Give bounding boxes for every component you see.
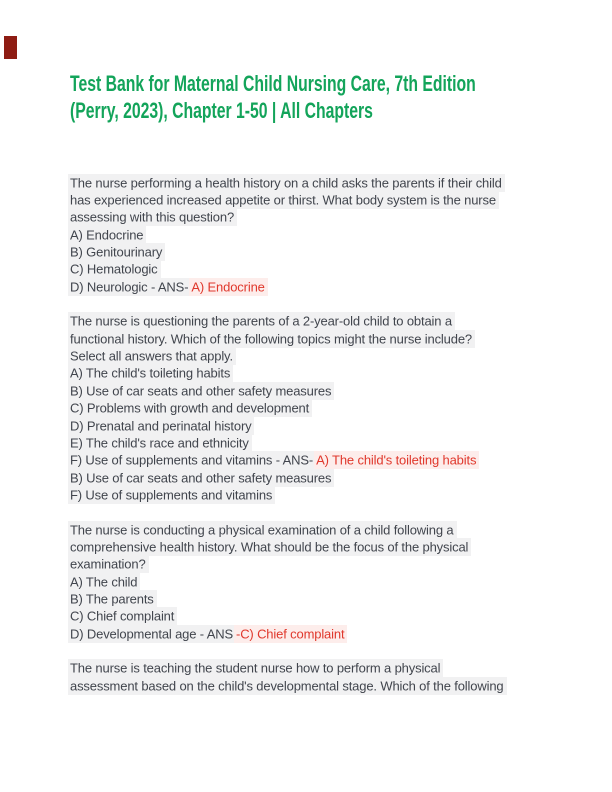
text-line bbox=[70, 226, 552, 243]
answer-text: A) Endocrine bbox=[189, 278, 267, 296]
question-text: A) The child bbox=[68, 573, 140, 591]
question-text: D) Prenatal and perinatal history bbox=[68, 417, 254, 435]
question-text: C) Problems with growth and development bbox=[68, 399, 312, 417]
question-text: D) Developmental age - ANS bbox=[68, 625, 236, 643]
question-text: D) Neurologic - ANS- bbox=[68, 278, 191, 296]
text-line bbox=[70, 348, 552, 365]
text-line bbox=[70, 330, 552, 347]
question-text: A) Endocrine bbox=[68, 226, 146, 244]
text-line bbox=[70, 452, 552, 469]
text-line bbox=[70, 261, 552, 278]
text-line bbox=[70, 660, 552, 677]
document-title-line1: Test Bank for Maternal Child Nursing Care, 7th Edition bbox=[70, 71, 476, 96]
text-line bbox=[70, 538, 552, 555]
document-title-line2: (Perry, 2023), Chapter 1-50 | All Chapters bbox=[70, 97, 373, 123]
answer-text: A) The child's toileting habits bbox=[314, 451, 479, 469]
question-text: B) Use of car seats and other safety measures bbox=[68, 382, 334, 400]
question-text: has experienced increased appetite or thirst. What body system is the nurse bbox=[68, 191, 499, 209]
text-line bbox=[70, 365, 552, 382]
text-line bbox=[70, 608, 552, 625]
question-text: The nurse is questioning the parents of a 2-year-old child to obtain a bbox=[68, 312, 455, 330]
question-text: The nurse performing a health history on a child asks the parents if their child bbox=[68, 174, 505, 192]
text-line bbox=[70, 278, 552, 295]
question-text: The nurse is conducting a physical examination of a child following a bbox=[68, 521, 457, 539]
question-text: Select all answers that apply. bbox=[68, 347, 236, 365]
question-block bbox=[70, 174, 552, 296]
page-corner-red-mark bbox=[4, 36, 17, 59]
question-block bbox=[70, 521, 552, 643]
text-line bbox=[70, 174, 552, 191]
text-line bbox=[70, 677, 552, 694]
text-line bbox=[70, 382, 552, 399]
text-line bbox=[70, 434, 552, 451]
question-text: assessment based on the child's developmental stage. Which of the following bbox=[68, 677, 507, 695]
question-text: B) The parents bbox=[68, 590, 157, 608]
answer-text: -C) Chief complaint bbox=[234, 625, 347, 643]
text-line bbox=[70, 400, 552, 417]
question-text: E) The child's race and ethnicity bbox=[68, 434, 252, 452]
question-text: F) Use of supplements and vitamins bbox=[68, 486, 275, 504]
text-line bbox=[70, 487, 552, 504]
question-text: comprehensive health history. What should be the focus of the physical bbox=[68, 538, 471, 556]
text-line bbox=[70, 313, 552, 330]
text-line bbox=[70, 573, 552, 590]
text-line bbox=[70, 625, 552, 642]
question-text: examination? bbox=[68, 555, 149, 573]
question-block bbox=[70, 313, 552, 504]
question-block bbox=[70, 660, 552, 695]
question-text: C) Chief complaint bbox=[68, 607, 177, 625]
question-text: The nurse is teaching the student nurse how to perform a physical bbox=[68, 659, 443, 677]
question-blocks bbox=[70, 174, 552, 712]
text-line bbox=[70, 191, 552, 208]
document-title bbox=[70, 71, 476, 124]
question-text: functional history. Which of the following topics might the nurse include? bbox=[68, 330, 475, 348]
question-text: F) Use of supplements and vitamins - ANS- bbox=[68, 451, 316, 469]
text-line bbox=[70, 209, 552, 226]
question-text: assessing with this question? bbox=[68, 208, 237, 226]
text-line bbox=[70, 521, 552, 538]
text-line bbox=[70, 417, 552, 434]
text-line bbox=[70, 244, 552, 261]
question-text: B) Use of car seats and other safety measures bbox=[68, 469, 334, 487]
text-line bbox=[70, 469, 552, 486]
question-text: B) Genitourinary bbox=[68, 243, 165, 261]
text-line bbox=[70, 591, 552, 608]
question-text: A) The child's toileting habits bbox=[68, 364, 233, 382]
text-line bbox=[70, 556, 552, 573]
question-text: C) Hematologic bbox=[68, 260, 161, 278]
